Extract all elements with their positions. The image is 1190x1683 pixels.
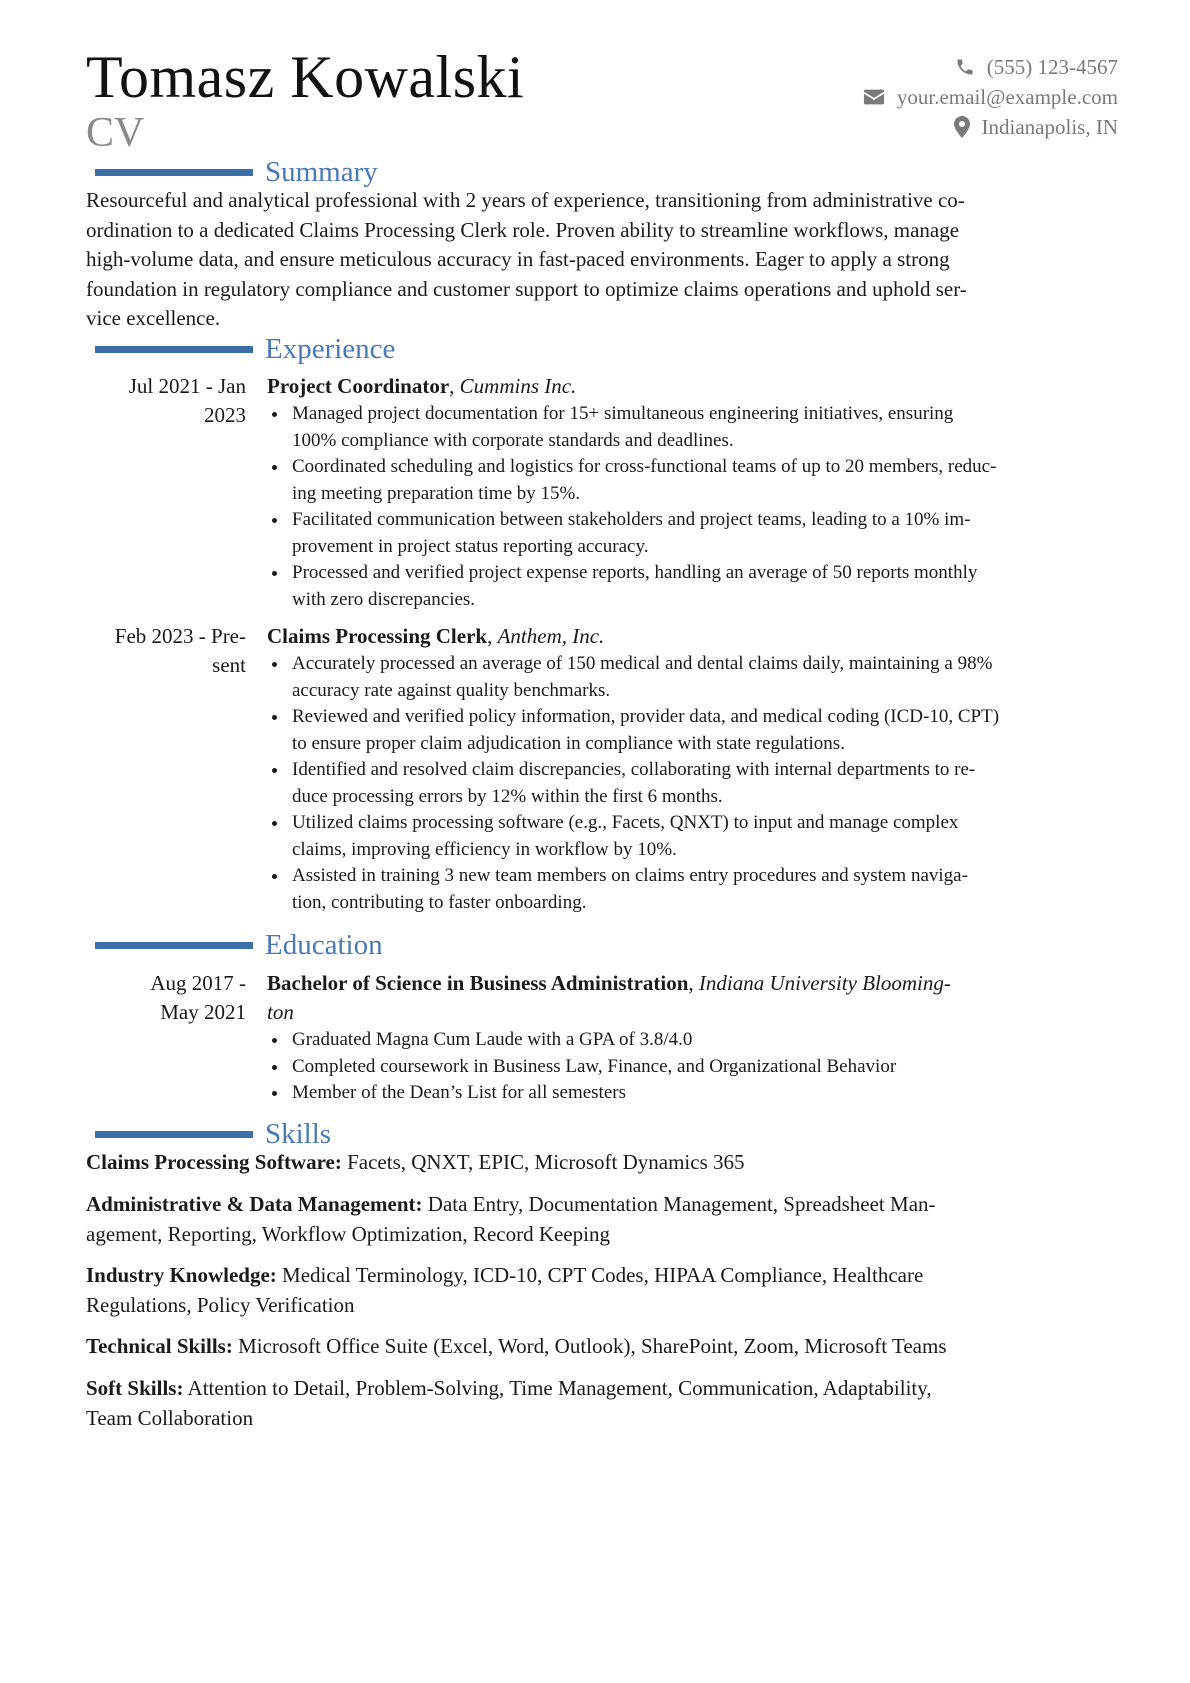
employer: Anthem, Inc.	[497, 624, 605, 648]
bullet-list	[267, 401, 1117, 613]
section-accent-bar	[95, 942, 253, 949]
bullet-item	[267, 704, 1117, 757]
date-line: May 2021	[160, 1000, 246, 1024]
bullet-line: to ensure proper claim adjudication in compliance with state regulations.	[292, 732, 845, 754]
map-pin-icon	[954, 116, 970, 138]
bullet-item	[267, 651, 1117, 704]
bullet-list	[267, 651, 1117, 916]
contact-phone[interactable]	[863, 52, 1118, 82]
bullet-line: Member of the Dean’s List for all semesters	[292, 1082, 626, 1103]
skill-line: Regulations, Policy Verification	[86, 1292, 355, 1317]
entry-title: Claims Processing Clerk, Anthem, Inc.	[267, 624, 605, 648]
skill-label: Administrative & Data Management:	[86, 1192, 423, 1216]
contact-block	[863, 52, 1118, 142]
phone-icon	[955, 57, 975, 77]
bullet-item	[267, 454, 1117, 507]
entry-date	[86, 372, 246, 430]
summary-line: foundation in regulatory compliance and customer support to optimize claims operations and uphold ser-	[86, 276, 967, 301]
summary-line: vice excellence.	[86, 306, 221, 331]
date-line: Jul 2021 - Jan	[128, 374, 246, 398]
bullet-line: Identified and resolved claim discrepancies, collaborating with internal departments to re-	[292, 759, 976, 780]
skill-row	[86, 1332, 1116, 1362]
bullet-dot-icon	[272, 874, 277, 879]
skill-label: Claims Processing Software:	[86, 1150, 342, 1174]
skill-line	[86, 1261, 1116, 1291]
bullet-line: Assisted in training 3 new team members on claims entry procedures and system naviga-	[292, 865, 968, 886]
bullet-dot-icon	[272, 518, 277, 523]
bullet-line: claims, improving efficiency in workflow by 10%.	[292, 838, 677, 860]
skill-values: Microsoft Office Suite (Excel, Word, Outlook), SharePoint, Zoom, Microsoft Teams	[238, 1334, 947, 1358]
summary-text	[86, 186, 1116, 334]
bullet-line: Processed and verified project expense reports, handling an average of 50 reports monthly	[292, 562, 978, 583]
bullet-line: tion, contributing to faster onboarding.	[292, 891, 587, 913]
bullet-list	[267, 1027, 1117, 1107]
bullet-line: Utilized claims processing software (e.g., Facets, QNXT) to input and manage complex	[292, 812, 959, 833]
document-type: CV	[86, 110, 145, 156]
entry-body	[267, 969, 1117, 1107]
entry-date	[86, 969, 246, 1027]
bullet-line: 100% compliance with corporate standards and deadlines.	[292, 429, 734, 451]
entry-body	[267, 622, 1117, 916]
bullet-item	[267, 1080, 1117, 1107]
job-role: Claims Processing Clerk	[267, 624, 488, 648]
location-text: Indianapolis, IN	[981, 114, 1118, 139]
bullet-item	[267, 507, 1117, 560]
bullet-line: Graduated Magna Cum Laude with a GPA of 3.8/4.0	[292, 1029, 693, 1050]
school-cont: ton	[267, 1000, 294, 1024]
date-line: Aug 2017 -	[150, 971, 246, 995]
section-title: Skills	[265, 1118, 332, 1150]
skill-row	[86, 1374, 1116, 1433]
skill-values: Medical Terminology, ICD-10, CPT Codes, HIPAA Compliance, Healthcare	[282, 1263, 924, 1287]
skill-row	[86, 1190, 1116, 1249]
summary-line: high-volume data, and ensure meticulous accuracy in fast-paced environments. Eager to apply a strong	[86, 247, 950, 272]
bullet-line: Managed project documentation for 15+ simultaneous engineering initiatives, ensuring	[292, 403, 954, 424]
entry-date	[86, 622, 246, 680]
bullet-line: duce processing errors by 12% within the first 6 months.	[292, 785, 723, 807]
skill-line: agement, Reporting, Workflow Optimization, Record Keeping	[86, 1221, 610, 1246]
skill-line	[86, 1190, 1116, 1220]
summary-line: ordination to a dedicated Claims Processing Clerk role. Proven ability to streamline workflows, manage	[86, 217, 960, 242]
skill-label: Technical Skills:	[86, 1334, 233, 1358]
date-line: Feb 2023 - Pre-	[114, 624, 246, 648]
bullet-line: Facilitated communication between stakeholders and project teams, leading to a 10% im-	[292, 509, 971, 530]
skill-values: Data Entry, Documentation Management, Spreadsheet Man-	[427, 1192, 936, 1216]
bullet-dot-icon	[272, 768, 277, 773]
skill-line: Team Collaboration	[86, 1405, 254, 1430]
bullet-item	[267, 1027, 1117, 1054]
candidate-name: Tomasz Kowalski	[86, 44, 525, 110]
skill-line	[86, 1148, 1116, 1178]
bullet-item	[267, 1054, 1117, 1081]
contact-location	[863, 112, 1118, 142]
skill-line	[86, 1374, 1116, 1404]
school: Indiana University Blooming-	[698, 971, 951, 995]
skill-label: Industry Knowledge:	[86, 1263, 277, 1287]
date-line: sent	[212, 653, 246, 677]
section-title: Experience	[265, 333, 396, 365]
email-address: your.email@example.com	[896, 84, 1118, 109]
phone-number: (555) 123-4567	[986, 54, 1118, 79]
section-accent-bar	[95, 169, 253, 176]
skill-values: Facets, QNXT, EPIC, Microsoft Dynamics 365	[347, 1150, 745, 1174]
degree: Bachelor of Science in Business Administration	[267, 971, 689, 995]
bullet-dot-icon	[272, 1091, 277, 1096]
bullet-line: Reviewed and verified policy information, provider data, and medical coding (ICD-10, CPT)	[292, 706, 1000, 727]
bullet-line: accuracy rate against quality benchmarks.	[292, 679, 611, 701]
bullet-dot-icon	[272, 662, 277, 667]
bullet-line: with zero discrepancies.	[292, 588, 476, 610]
bullet-item	[267, 757, 1117, 810]
section-summary-heading	[95, 154, 378, 190]
bullet-item	[267, 401, 1117, 454]
bullet-line: ing meeting preparation time by 15%.	[292, 482, 581, 504]
bullet-line: provement in project status reporting accuracy.	[292, 535, 649, 557]
skill-row	[86, 1148, 1116, 1178]
entry-body	[267, 372, 1117, 613]
section-skills-heading	[95, 1116, 331, 1152]
envelope-icon	[863, 88, 885, 106]
section-education-heading	[95, 927, 383, 963]
skill-line	[86, 1332, 1116, 1362]
section-experience-heading	[95, 331, 395, 367]
section-title: Education	[265, 929, 383, 961]
summary-line: Resourceful and analytical professional with 2 years of experience, transitioning from administrative co-	[86, 188, 965, 212]
section-accent-bar	[95, 346, 253, 353]
bullet-item	[267, 810, 1117, 863]
bullet-dot-icon	[272, 465, 277, 470]
skill-row	[86, 1261, 1116, 1320]
skill-values: Attention to Detail, Problem-Solving, Time Management, Communication, Adaptability,	[187, 1376, 932, 1400]
bullet-line: Coordinated scheduling and logistics for cross-functional teams of up to 20 members, reduc-	[292, 456, 997, 477]
bullet-line: Completed coursework in Business Law, Finance, and Organizational Behavior	[292, 1055, 897, 1077]
bullet-dot-icon	[272, 715, 277, 720]
contact-email[interactable]	[863, 82, 1118, 112]
entry-title: Project Coordinator, Cummins Inc.	[267, 374, 577, 398]
entry-title: Bachelor of Science in Business Administration, Indiana University Blooming-	[267, 971, 951, 995]
section-accent-bar	[95, 1131, 253, 1138]
bullet-item	[267, 560, 1117, 613]
section-title: Summary	[265, 156, 378, 188]
bullet-dot-icon	[272, 571, 277, 576]
bullet-line: Accurately processed an average of 150 medical and dental claims daily, maintaining a 98%	[292, 653, 993, 674]
bullet-dot-icon	[272, 821, 277, 826]
bullet-dot-icon	[272, 1065, 277, 1070]
job-role: Project Coordinator	[267, 374, 450, 398]
bullet-dot-icon	[272, 1038, 277, 1043]
bullet-dot-icon	[272, 412, 277, 417]
date-line: 2023	[204, 403, 246, 427]
skill-label: Soft Skills:	[86, 1376, 184, 1400]
entry-title-cont	[267, 998, 1117, 1027]
employer: Cummins Inc.	[459, 374, 577, 398]
bullet-item	[267, 863, 1117, 916]
